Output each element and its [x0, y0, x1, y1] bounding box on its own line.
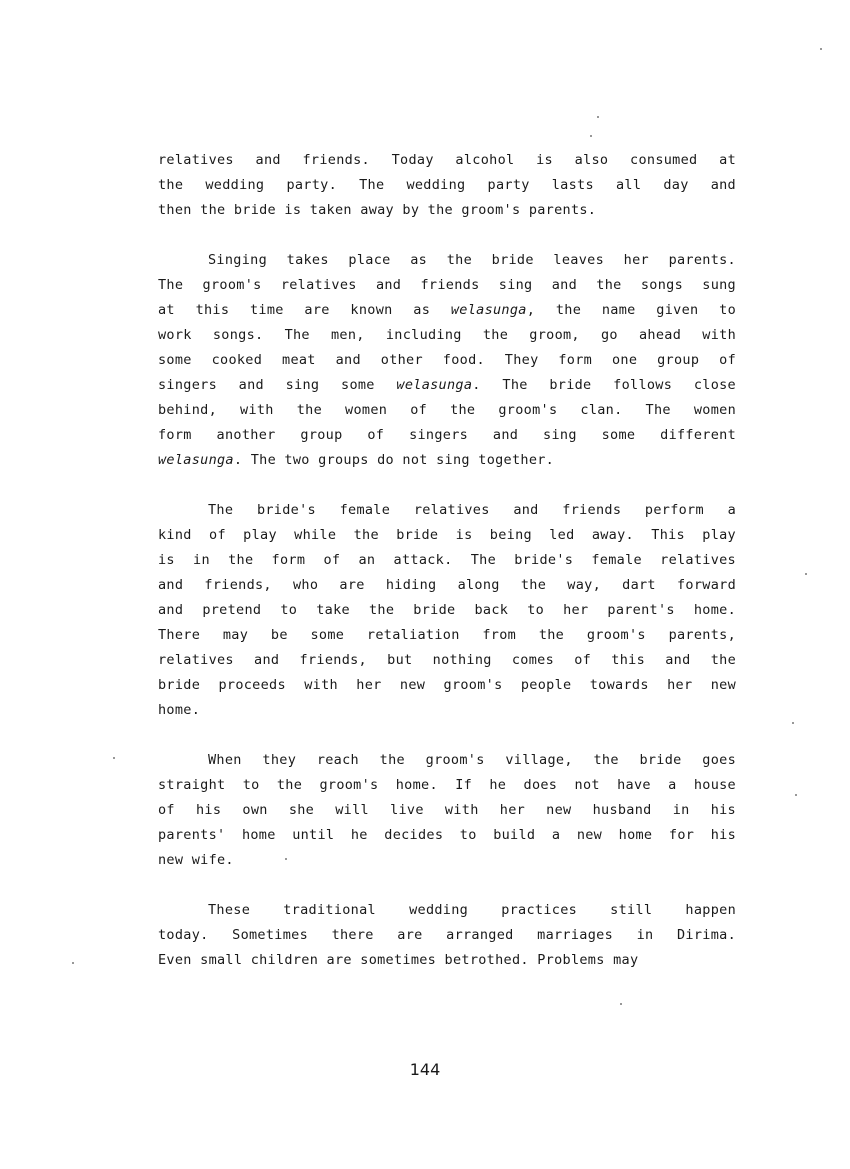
- italic-term: welasunga: [450, 302, 527, 318]
- page-number: 144: [409, 1060, 441, 1079]
- text-line: [158, 173, 736, 198]
- text-line: [158, 623, 736, 648]
- text-line: [158, 448, 736, 473]
- text-run: behind, with the women of the groom's clan. The women: [158, 402, 736, 418]
- text-run: These traditional wedding practices still happen: [208, 902, 736, 918]
- text-line: [158, 373, 736, 398]
- text-line: [158, 573, 736, 598]
- text-run: at this time are known as: [158, 302, 451, 318]
- text-line: [158, 248, 736, 273]
- paragraph-gap: [158, 723, 736, 748]
- text-run: today. Sometimes there are arranged marriages in Dirima.: [158, 927, 736, 943]
- text-run: The groom's relatives and friends sing and the songs sung: [158, 277, 736, 293]
- paragraph-gap: [158, 223, 736, 248]
- scan-speck: [805, 573, 807, 575]
- text-run: relatives and friends. Today alcohol is also consumed at: [158, 152, 736, 168]
- text-line: [158, 548, 736, 573]
- text-run: There may be some retaliation from the groom's parents,: [158, 627, 736, 643]
- text-run: . The bride follows close: [472, 377, 736, 393]
- text-run: parents' home until he decides to build a new home for his: [158, 827, 736, 843]
- text-run: , the name given to: [526, 302, 736, 318]
- text-run: and friends, who are hiding along the way, dart forward: [158, 577, 736, 593]
- scan-speck: [597, 116, 599, 118]
- paragraph: [158, 498, 736, 723]
- paragraph: [158, 148, 736, 223]
- scan-speck: [113, 757, 115, 759]
- text-line: [158, 423, 736, 448]
- text-line: [158, 948, 736, 973]
- text-line: [158, 523, 736, 548]
- text-line: [158, 673, 736, 698]
- text-run: of his own she will live with her new husband in his: [158, 802, 736, 818]
- text-line: [158, 273, 736, 298]
- text-run: work songs. The men, including the groom, go ahead with: [158, 327, 736, 343]
- text-line: [158, 823, 736, 848]
- paragraph: [158, 748, 736, 873]
- text-line: [158, 848, 736, 873]
- paragraph-gap: [158, 873, 736, 898]
- text-run: The bride's female relatives and friends perform a: [208, 502, 736, 518]
- italic-term: welasunga: [158, 452, 234, 468]
- scan-speck: [820, 48, 822, 50]
- text-line: [158, 598, 736, 623]
- scan-speck: [72, 962, 74, 964]
- text-run: Even small children are sometimes betrothed. Problems may: [158, 952, 639, 968]
- scan-speck: [795, 794, 797, 796]
- text-line: [158, 498, 736, 523]
- text-run: is in the form of an attack. The bride's female relatives: [158, 552, 736, 568]
- text-line: [158, 198, 736, 223]
- paragraph-gap: [158, 473, 736, 498]
- scan-speck: [285, 858, 287, 860]
- text-line: [158, 698, 736, 723]
- text-run: bride proceeds with her new groom's people towards her new: [158, 677, 736, 693]
- text-run: then the bride is taken away by the groom's parents.: [158, 202, 597, 218]
- text-run: When they reach the groom's village, the bride goes: [208, 752, 736, 768]
- text-line: [158, 798, 736, 823]
- text-run: relatives and friends, but nothing comes of this and the: [158, 652, 736, 668]
- scan-speck: [620, 1003, 622, 1005]
- text-line: [158, 648, 736, 673]
- paragraph: [158, 248, 736, 473]
- text-run: and pretend to take the bride back to her parent's home.: [158, 602, 736, 618]
- text-run: singers and sing some: [158, 377, 397, 393]
- text-run: home.: [158, 702, 201, 718]
- scan-speck: [590, 135, 592, 137]
- text-run: form another group of singers and sing some different: [158, 427, 736, 443]
- text-line: [158, 323, 736, 348]
- text-run: kind of play while the bride is being led away. This play: [158, 527, 736, 543]
- text-line: [158, 298, 736, 323]
- text-run: Singing takes place as the bride leaves her parents.: [208, 252, 736, 268]
- text-line: [158, 348, 736, 373]
- text-run: . The two groups do not sing together.: [233, 452, 555, 468]
- text-line: [158, 398, 736, 423]
- text-run: straight to the groom's home. If he does not have a house: [158, 777, 736, 793]
- text-run: new wife.: [158, 852, 234, 868]
- italic-term: welasunga: [396, 377, 473, 393]
- text-line: [158, 898, 736, 923]
- text-line: [158, 773, 736, 798]
- text-line: [158, 148, 736, 173]
- text-line: [158, 923, 736, 948]
- paragraph: [158, 898, 736, 973]
- body-text: [158, 148, 736, 973]
- text-run: some cooked meat and other food. They form one group of: [158, 352, 736, 368]
- text-line: [158, 748, 736, 773]
- text-run: the wedding party. The wedding party lasts all day and: [158, 177, 736, 193]
- scan-speck: [792, 722, 794, 724]
